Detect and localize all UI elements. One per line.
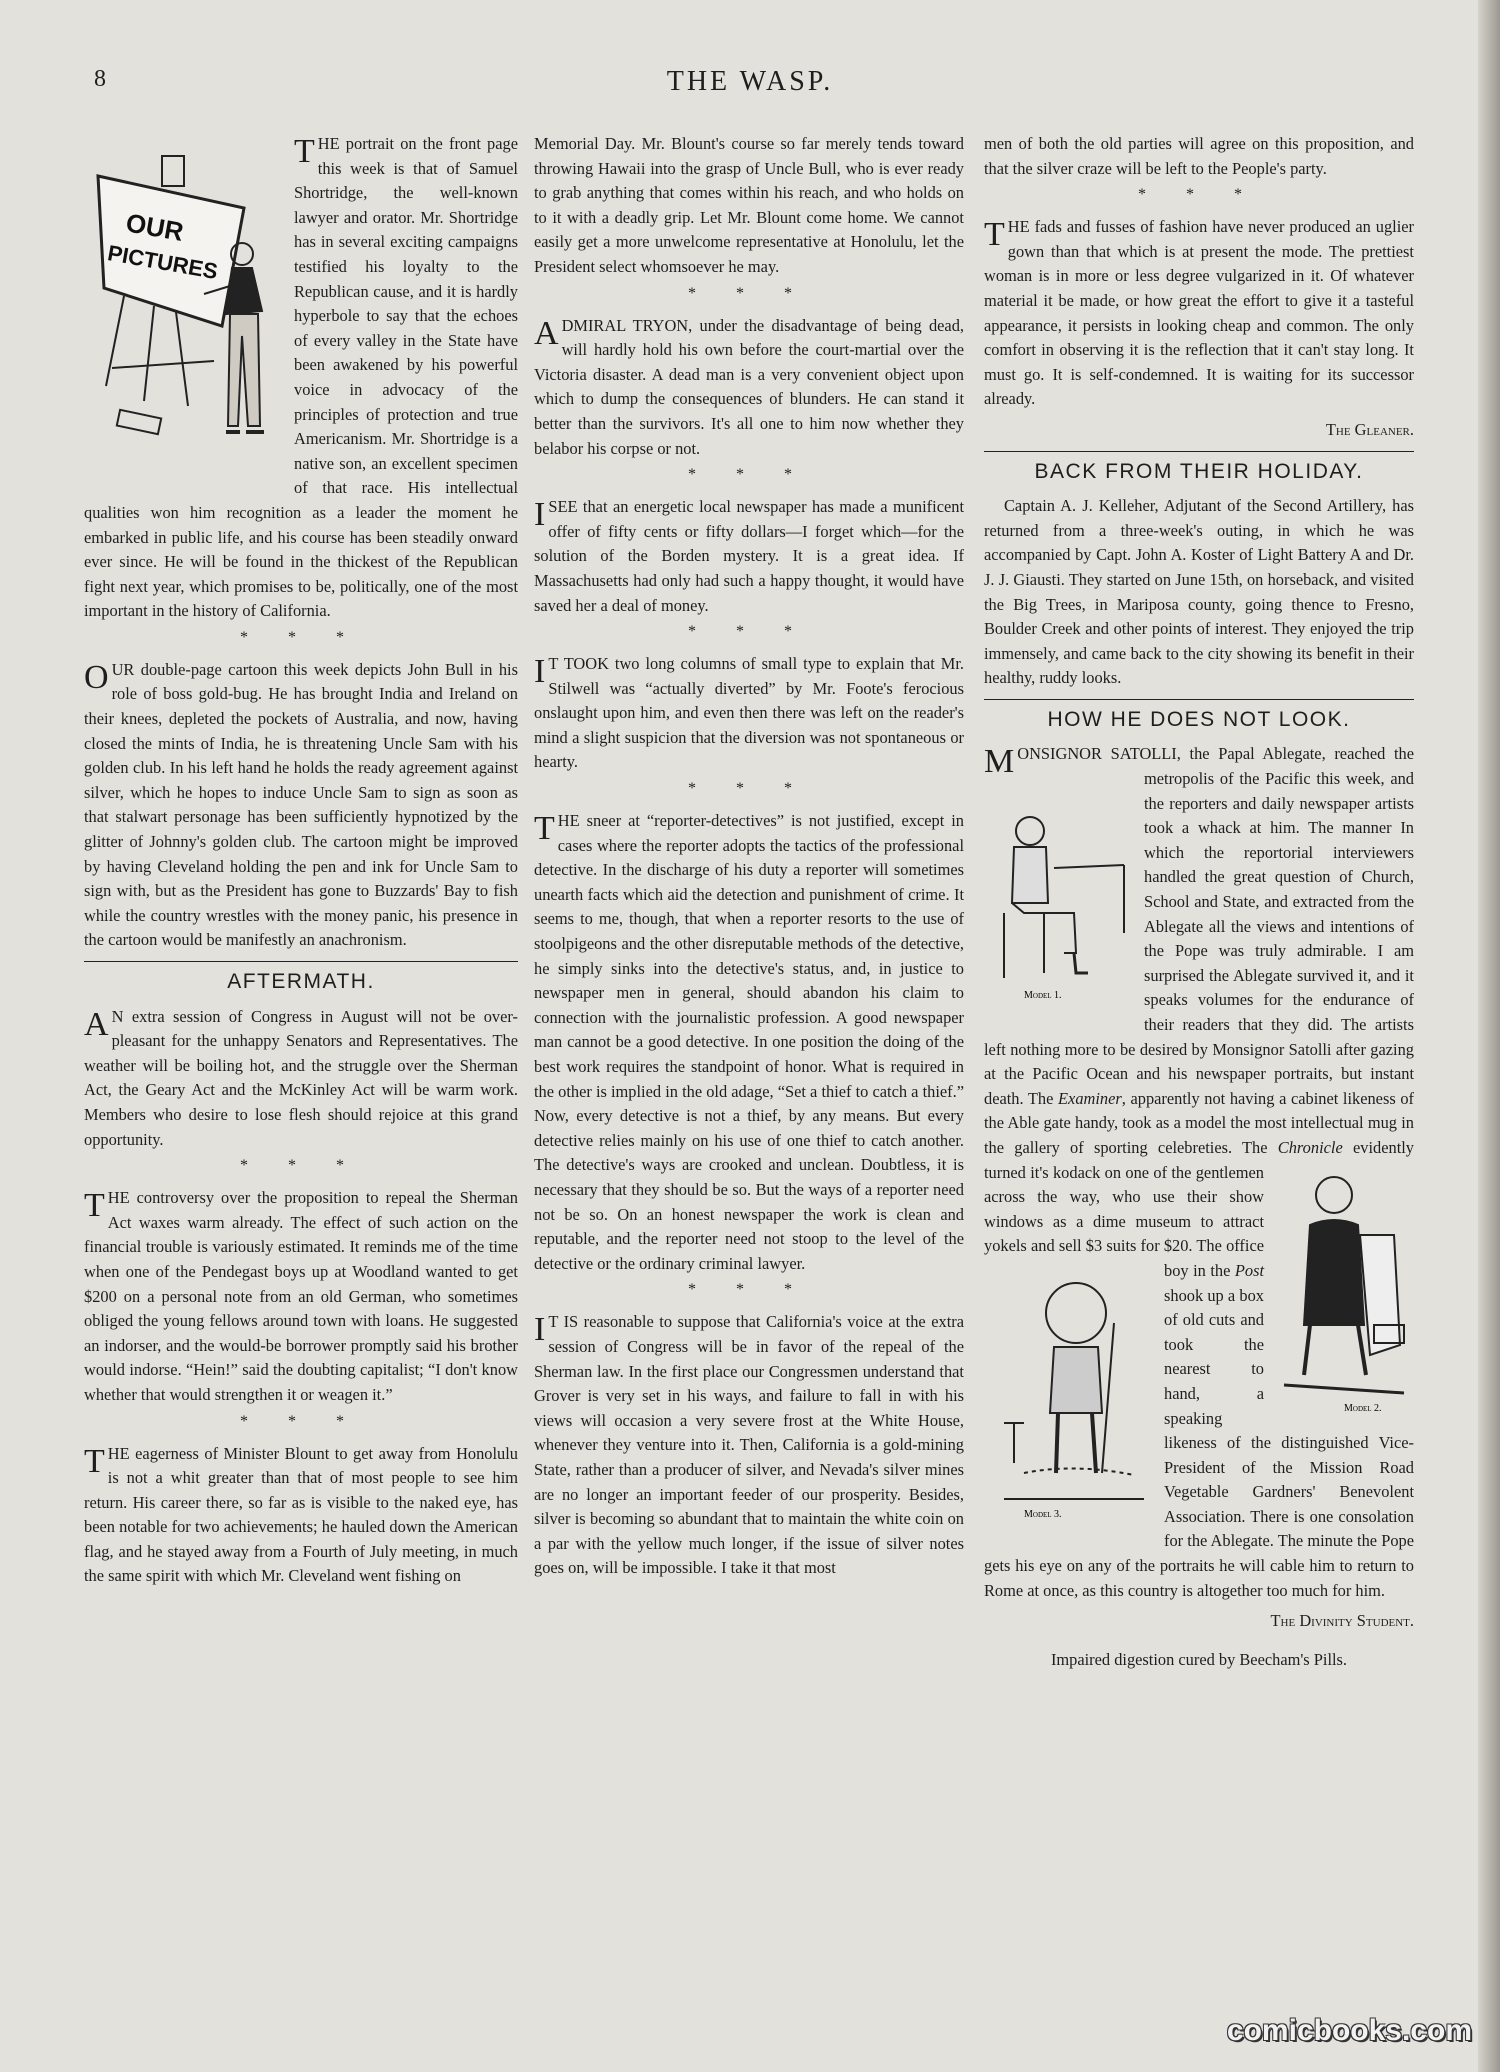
svg-text:Model 1.: Model 1. <box>1024 990 1062 1002</box>
paragraph-peoples-party: men of both the old parties will agree on this proposition, and that the silver craze will be left to the People's party. <box>984 134 1414 178</box>
section-separator: * * * <box>240 628 362 646</box>
column-2 <box>534 132 964 1587</box>
heading-aftermath: AFTERMATH. <box>84 961 518 995</box>
paragraph-borden: I SEE that an energetic local newspaper has made a munificent offer of fifty cents or fifty dollars—I forget which—for the solution of the Borden mystery. It is a great idea. If Massachusetts had only had such a happy thought, it would have saved her a deal of money. <box>534 496 964 615</box>
section-separator: * * * <box>240 1412 362 1430</box>
drop-cap: A <box>84 1005 109 1043</box>
svg-text:Model 2.: Model 2. <box>1344 1402 1382 1414</box>
model-3-figure <box>984 1263 1154 1531</box>
section-separator: * * * <box>688 623 810 641</box>
watermark: comicbooks.com <box>1226 2014 1472 2047</box>
drop-cap: T <box>84 1442 105 1480</box>
drop-cap: O <box>84 658 109 696</box>
drop-cap: T <box>984 216 1005 254</box>
paragraph-blount: THE eagerness of Minister Blount to get away from Honolulu is not a whit greater than that of most people to see him return. His career there, so far as is visible to the naked eye, has been notable for two achievements; he hauled down the American flag, and he stayed away from a Fourth of July meeting, in much the same spirit with which Mr. Cleveland went fishing on <box>84 1442 518 1586</box>
section-separator: * * * <box>688 284 810 302</box>
paragraph-shortridge: THE portrait on the front page this week is that of Samuel Shortridge, the well-known lawyer and orator. Mr. Shortridge has in several exciting campaigns testified his loyalty to the Republican cause, and it is hardly hyperbole to say that the echoes of every valley in the State have been awakened by his powerful voice in advocacy of the principles of protection and true Americanism. Mr. Shortridge is a native son, an excellent specimen of that race. His intellectual qualities won him recognition as a leader the moment he embarked in public life, and his course has been steadily onward ever since. He will be found in the thickest of the Republican fight next year, which promises to be, politically, one of the most important in the history of California. <box>84 133 518 621</box>
paragraph-kelleher: Captain A. J. Kelleher, Adjutant of the Second Artillery, has returned from a three-week's outing, in which he was accompanied by Capt. John A. Koster of Light Battery A and Dr. J. J. Giausti. They started on June 15th, on horseback, and visited the Big Trees, in Mariposa county, going thence to Fresno, Boulder Creek and other points of interest. They enjoyed the trip immensely, and came back to the city showing its benefit in their healthy, ruddy looks. <box>984 496 1414 688</box>
signature-gleaner: The Gleaner. <box>1325 419 1414 439</box>
paragraph-cartoon: OUR double-page cartoon this week depicts John Bull in his role of boss gold-bug. He has brought India and Ireland on their knees, depleted the pockets of Australia, and now, having closed the mints of India, he is threatening Uncle Sam with his golden club. In his left hand he holds the ready agreement against silver, which he hopes to induce Uncle Sam to sign as soon as that stalwart personage has been sufficiently hypnotized by the glitter of Johnny's golden club. The cartoon might be improved by having Cleveland holding the pen and ink for Uncle Sam to sign with, but as the President has gone to Buzzards' Bay to fish while the country wrestles with the money panic, his presence in the cartoon would be manifestly an anachronism. <box>84 658 518 950</box>
heading-back-from-holiday: BACK FROM THEIR HOLIDAY. <box>984 451 1414 485</box>
signature-divinity-student: The Divinity Student. <box>1270 1611 1414 1631</box>
paragraph-california-voice: I T IS reasonable to suppose that California's voice at the extra session of Congress will be in favor of the repeal of the Sherman law. In the first place our Congressmen understand that Grover is very set in his ways, and failure to fall in with his views will occasion a very severe frost at the White House, whenever they venture into it. Then, California is a gold-mining State, rather than a producer of silver, and Nevada's silver mines are no longer an important feeder of our prosperity. Besides, silver is becoming so abundant that to maintain the white coin on a par with the yellow much longer, if the issue of silver notes goes on, will be impossible. I take it that most <box>534 1311 964 1578</box>
drop-cap: I <box>534 653 546 691</box>
paragraph-fashion: THE fads and fusses of fashion have never produced an uglier gown than that which is at present the mode. The prettiest woman is in more or less degree vulgarized in it. Of whatever material it be made, or how great the effort to give it a tasteful appearance, it persists in looking cheap and common. The only comfort in observing it is the reflection that it can't stay long. It must go. It is self-condemned. It is waiting for its successor already. <box>984 216 1414 409</box>
drop-cap: M <box>984 743 1015 781</box>
section-separator: * * * <box>688 1281 810 1299</box>
clothier-sketch <box>1274 1165 1414 1415</box>
svg-text:OUR: OUR <box>123 207 186 247</box>
svg-text:Model 3.: Model 3. <box>1024 1508 1062 1520</box>
drop-cap: T <box>84 1187 105 1225</box>
paragraph-satolli: M Model 1. ONSIGNOR SATOLLI, the Papal Ablegate, reached the metropolis of the Pacific this week, and the reporters and daily newspaper artists took a whack at him. The manner In which the reportorial interviewers handled the great question of Church, School and State, and extracted from the Ablegate all the views and intentions of the Pope was truly admirable. I am surprised the Ablegate survived it, and it speaks volumes for the endurance of their readers that they did. The artists left nothing more to be desired by Monsignor Satolli after gazing at the Pacific Ocean and his newspaper portraits, but instant death. The Examiner, apparently not having a cabinet likeness of the Able gate handy, took as a model the most intellectual mug in the gallery of sporting celebreties. The Chronicle Model 2. evidently turned it's kodack on one of the gentlemen across the way, who use their show windows as a dime museum to attract yokels and sell $3 suits for $20. The office boy in the Post Model 3. shook up a box of old cuts and took the nearest to hand, a speaking likeness of the distinguished Vice-President of the Mission Road Vegetable Gardners' Benevolent Association. There is one consolation for the Ablegate. The minute the Pope gets his eye on any of the portraits he will cable him to return to Rome at once, as this country is altogether too much for him. <box>984 743 1414 1600</box>
column-3 <box>984 132 1414 1672</box>
paragraph-sherman-act: THE controversy over the proposition to repeal the Sherman Act waxes warm already. The effect of such action on the financial trouble is variously estimated. It reminds me of the time when one of the Pendegast boys up at Woodland wanted to get $200 on a personal note from an old German, who sometimes obliged the young fellows around town with loans. He suggested an indorser, and the would-be borrower promptly said his brother would indorse. “Hein!” said the doubting capitalist; “I don't know whether that would strengthen it or weagen it.” <box>84 1187 518 1404</box>
page-number: 8 <box>94 66 106 92</box>
section-separator: * * * <box>1138 186 1260 204</box>
beechams-ad: Impaired digestion cured by Beecham's Pills. <box>1050 1649 1348 1669</box>
svg-text:PICTURES: PICTURES <box>105 240 220 285</box>
gardener-sketch <box>984 1263 1154 1523</box>
drop-cap: I <box>534 1311 546 1349</box>
page-edge-shadow <box>1478 0 1500 2072</box>
column-1 <box>84 132 518 1595</box>
easel-illustration <box>84 136 284 466</box>
drop-cap: T <box>294 133 315 170</box>
paragraph-reporter-detectives: THE sneer at “reporter-detectives” is not justified, except in cases where the reporter adopts the tactics of the professional detective. In the discharge of his duty a reporter will sometimes unearth facts which aid the detection and punishment of crime. It seems to me, though, that when a reporter resorts to the use of stoolpigeons and the other disreputable methods of the detective, he simply sinks into the detective's status, and, in justice to newspaper men in general, should abandon his claim to connection with the journalistic profession. A good newspaper man cannot be a good detective. In one position the doing of the best work requires the standpoint of honor. What is required in the other is implied in the old adage, “Set a thief to catch a thief.” Now, every detective is not a thief, by any means. But every detective relies mainly on his use of one thief to catch another. The detective's ways are crooked and unclean. Doubtless, it is necessary that they should be so. But the ways of a reporter need not be so. On an honest newspaper the work is clean and reputable, and the reporter need not stoop to the level of the detective or the ordinary criminal lawyer. <box>534 810 964 1273</box>
heading-how-he-does-not-look: HOW HE DOES NOT LOOK. <box>984 699 1414 733</box>
model-2-figure <box>1274 1165 1414 1423</box>
seated-man-sketch <box>984 803 1134 1003</box>
paragraph-blount-continued: Memorial Day. Mr. Blount's course so far merely tends toward throwing Hawaii into the grasp of Uncle Bull, who is ever ready to grab anything that comes within his reach, and who holds on to it with a deadly grip. Let Mr. Blount come home. We cannot easily get a more unwelcome representative at Honolulu, let the President select whomsoever he may. <box>534 134 964 276</box>
model-1-figure <box>984 803 1134 1011</box>
section-separator: * * * <box>688 466 810 484</box>
drop-cap: T <box>534 810 555 848</box>
masthead-title: THE WASP. <box>666 66 834 97</box>
section-separator: * * * <box>688 780 810 798</box>
section-separator: * * * <box>240 1157 362 1175</box>
drop-cap: A <box>534 314 559 352</box>
paragraph-tryon: ADMIRAL TRYON, under the disadvantage of being dead, will hardly hold his own before the court-martial over the Victoria disaster. A dead man is a very convenient object upon which to dump the consequences of blunders. He can stand it better than the survivors. It's all one to him now whether they belabor his corpse or not. <box>534 314 964 458</box>
our-pictures-illustration <box>84 136 284 474</box>
drop-cap: I <box>534 496 546 534</box>
paragraph-extra-session: A N extra session of Congress in August will not be over-pleasant for the unhappy Senators and Representatives. The weather will be boiling hot, and the struggle over the Sherman Act, the Geary Act and the McKinley Act will be warm work. Members who desire to lose flesh should rejoice at this grand opportunity. <box>84 1005 518 1149</box>
easel-top-icon <box>162 156 184 186</box>
paragraph-stilwell: I T TOOK two long columns of small type to explain that Mr. Stilwell was “actually diverted” by Mr. Foote's ferocious onslaught upon him, and even then there was left on the reader's mind a slight suspicion that the diversion was not spontaneous or hearty. <box>534 653 964 772</box>
